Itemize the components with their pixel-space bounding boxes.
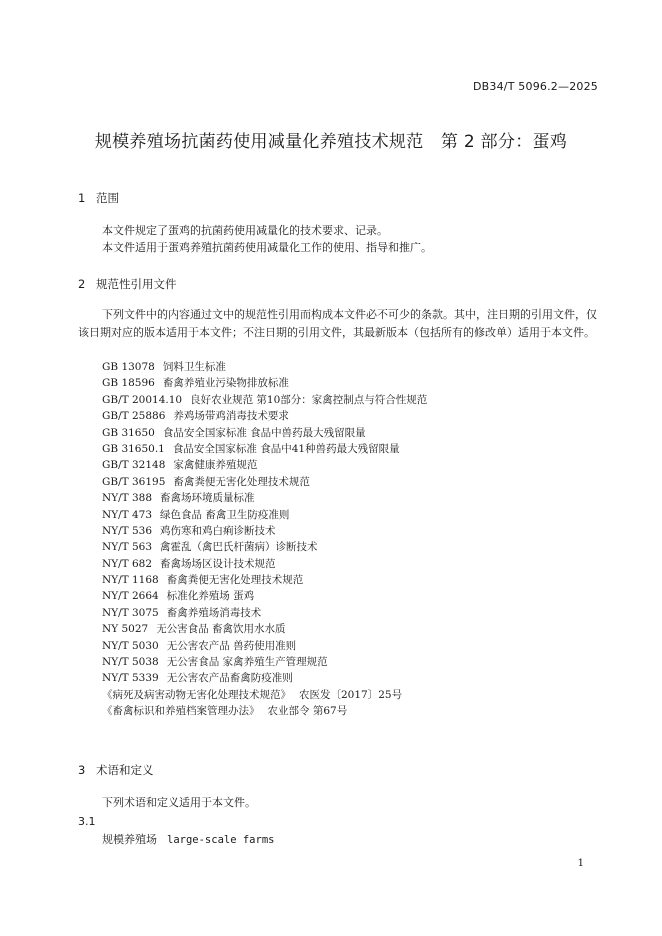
section-heading-terms [78, 762, 154, 778]
reference-name: 畜禽养殖场消毒技术 [166, 606, 262, 619]
reference-item [102, 408, 427, 424]
reference-code: GB 31650 [102, 426, 155, 439]
reference-name: 畜禽场环境质量标准 [160, 492, 255, 505]
reference-name: 畜禽养殖业污染物排放标准 [162, 377, 289, 390]
reference-item [102, 457, 427, 473]
reference-name: 农业部令 第67号 [267, 705, 348, 718]
reference-item [102, 638, 427, 654]
reference-name: 无公害食品 家禽养殖生产管理规范 [166, 656, 328, 669]
reference-name: 畜禽场场区设计技术规范 [160, 557, 276, 570]
reference-name: 食品安全国家标准 食品中兽药最大残留限量 [162, 426, 366, 439]
reference-code: GB/T 36195 [102, 475, 166, 488]
reference-name: 农医发〔2017〕25号 [299, 688, 403, 701]
reference-code: NY 5027 [102, 623, 149, 636]
paragraph: 本文件适用于蛋鸡养殖抗菌药使用减量化工作的使用、指导和推广。 [102, 241, 432, 254]
reference-item [102, 474, 427, 490]
reference-item [102, 425, 427, 441]
section-title: 规范性引用文件 [96, 277, 177, 291]
reference-item [102, 654, 427, 670]
reference-code: NY/T 473 [102, 508, 153, 521]
reference-code: GB 31650.1 [102, 442, 165, 455]
section-number: 1 [78, 191, 86, 205]
section-title: 范围 [96, 191, 119, 205]
section-heading-scope [78, 190, 119, 206]
term-number: 3.1 [78, 815, 96, 828]
section-number: 3 [78, 763, 86, 777]
reference-name: 畜禽粪便无害化处理技术规范 [173, 475, 310, 488]
reference-item [102, 507, 427, 523]
reference-code: NY/T 1168 [102, 574, 159, 587]
reference-item [102, 703, 427, 719]
reference-code: GB/T 25886 [102, 410, 166, 423]
reference-name: 家禽健康养殖规范 [173, 459, 258, 472]
reference-code: NY/T 682 [102, 557, 153, 570]
reference-item [102, 588, 427, 604]
section-title: 术语和定义 [96, 763, 154, 777]
term-english: large-scale farms [167, 834, 275, 846]
reference-code: 《病死及病害动物无害化处理技术规范》 [102, 688, 291, 701]
reference-item [102, 572, 427, 588]
reference-code: GB/T 20014.10 [102, 393, 183, 406]
document-title: 规模养殖场抗菌药使用减量化养殖技术规范 第 2 部分：蛋鸡 [94, 132, 568, 152]
reference-item [102, 539, 427, 555]
reference-item [102, 605, 427, 621]
reference-name: 良好农业规范 第10部分：家禽控制点与符合性规范 [190, 393, 428, 406]
reference-code: NY/T 5339 [102, 672, 159, 685]
paragraph: 下列文件中的内容通过文中的规范性引用而构成本文件必不可少的条款。其中，注日期的引用文件，仅该日期对应的版本适用于本文件；不注日期的引用文件，其最新版本（包括所有的修改单）适用于本文件。 [78, 308, 597, 339]
reference-name: 无公害食品 畜禽饮用水水质 [156, 623, 286, 636]
reference-item [102, 523, 427, 539]
reference-code: 《畜禽标识和养殖档案管理办法》 [102, 705, 260, 718]
reference-name: 畜禽粪便无害化处理技术规范 [166, 574, 304, 587]
reference-name: 鸡伤寒和鸡白痢诊断技术 [160, 524, 276, 537]
reference-code: NY/T 5038 [102, 656, 159, 669]
reference-item [102, 556, 427, 572]
reference-name: 无公害农产品畜禽防疫准则 [166, 672, 293, 685]
section-number: 2 [78, 277, 86, 291]
reference-item [102, 441, 427, 457]
term-entry [102, 831, 274, 847]
reference-code: GB/T 32148 [102, 459, 166, 472]
paragraph: 本文件规定了蛋鸡的抗菌药使用减量化的技术要求、记录。 [102, 224, 388, 237]
section-heading-references [78, 276, 177, 292]
reference-item [102, 621, 427, 637]
reference-name: 标准化养殖场 蛋鸡 [166, 590, 255, 603]
reference-name: 绿色食品 畜禽卫生防疫准则 [160, 508, 290, 521]
reference-item [102, 687, 427, 703]
term-chinese: 规模养殖场 [102, 833, 157, 846]
reference-name: 养鸡场带鸡消毒技术要求 [173, 410, 289, 423]
reference-name: 无公害农产品 兽药使用准则 [166, 639, 297, 652]
reference-code: NY/T 563 [102, 541, 153, 554]
reference-code: GB 18596 [102, 377, 155, 390]
reference-item [102, 670, 427, 686]
reference-code: NY/T 5030 [102, 639, 159, 652]
reference-name: 饲料卫生标准 [162, 361, 226, 373]
paragraph: 下列术语和定义适用于本文件。 [102, 796, 256, 809]
reference-item [102, 375, 427, 391]
reference-item [102, 359, 427, 375]
reference-name: 禽霍乱（禽巴氏杆菌病）诊断技术 [160, 541, 318, 554]
reference-code: NY/T 388 [102, 492, 153, 505]
page-number: 1 [577, 858, 584, 869]
reference-list [102, 359, 427, 720]
reference-item [102, 490, 427, 506]
reference-item [102, 392, 427, 408]
standard-code: DB34/T 5096.2—2025 [472, 80, 598, 93]
reference-name: 食品安全国家标准 食品中41种兽药最大残留限量 [172, 442, 400, 455]
reference-code: NY/T 2664 [102, 590, 159, 603]
reference-code: NY/T 3075 [102, 606, 159, 619]
reference-code: GB 13078 [102, 361, 155, 373]
reference-code: NY/T 536 [102, 524, 153, 537]
